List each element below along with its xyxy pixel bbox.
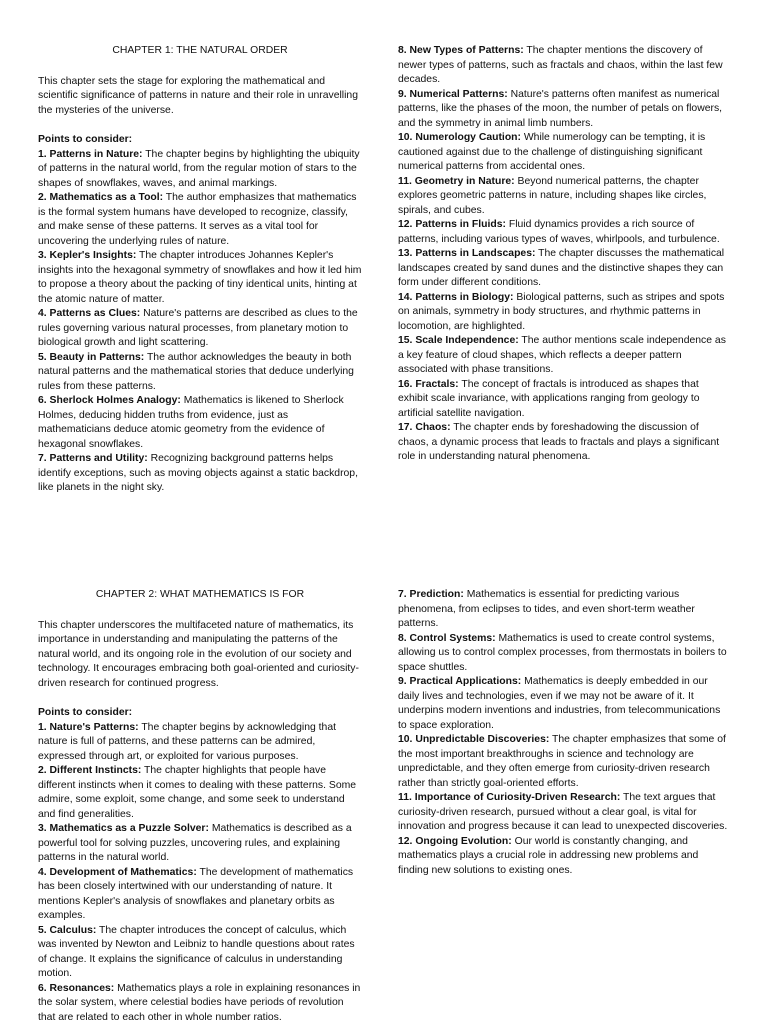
point-text: Beyond numerical patterns, the chapter explores geometric patterns in nature, including shapes like circles, spirals, and cubes. xyxy=(398,176,706,216)
point-item xyxy=(38,191,362,249)
point-label: 6. Sherlock Holmes Analogy: xyxy=(38,395,181,406)
point-item xyxy=(398,632,730,676)
point-label: 8. Control Systems: xyxy=(398,633,496,644)
point-item xyxy=(398,88,730,132)
point-item xyxy=(398,588,730,632)
point-text: The chapter emphasizes that some of the most important breakthroughs in science and technology are unpredictable, and they often emerge from curiosity-driven research rather than strictly goal-oriented efforts. xyxy=(398,734,726,789)
point-text: Mathematics is essential for predicting various phenomena, from eclipses to tides, and even short-term weather patterns. xyxy=(398,589,695,629)
point-label: 5. Beauty in Patterns: xyxy=(38,352,144,363)
point-item xyxy=(398,733,730,791)
point-label: 14. Patterns in Biology: xyxy=(398,292,513,303)
point-label: 9. Practical Applications: xyxy=(398,676,521,687)
point-label: 16. Fractals: xyxy=(398,379,459,390)
point-label: 9. Numerical Patterns: xyxy=(398,89,508,100)
point-item xyxy=(38,764,362,822)
point-item xyxy=(38,822,362,866)
point-label: 7. Prediction: xyxy=(398,589,464,600)
point-label: 11. Geometry in Nature: xyxy=(398,176,515,187)
point-text: The chapter introduces Johannes Kepler's insights into the hexagonal symmetry of snowflakes and how it led him to propose a theory about the packing of tiny identical units, hinting at the atomic nature of matter. xyxy=(38,250,361,305)
point-item xyxy=(38,452,362,496)
point-label: 4. Development of Mathematics: xyxy=(38,867,197,878)
point-item xyxy=(398,334,730,378)
point-text: The chapter begins by acknowledging that nature is full of patterns, and these patterns can be admired, expressed through art, or exploited for various purposes. xyxy=(38,722,336,762)
point-text: The author acknowledges the beauty in both natural patterns and the mathematical stories that deduce underlying rules from these patterns. xyxy=(38,352,354,392)
chapter1-title: CHAPTER 1: THE NATURAL ORDER xyxy=(38,44,362,59)
point-label: 11. Importance of Curiosity-Driven Research: xyxy=(398,792,620,803)
point-label: 3. Kepler's Insights: xyxy=(38,250,136,261)
point-label: 15. Scale Independence: xyxy=(398,335,519,346)
point-text: The text argues that curiosity-driven research, pursued without a clear goal, is vital for innovation and progress because it can lead to unexpected discoveries. xyxy=(398,792,727,832)
point-text: Mathematics is likened to Sherlock Holmes, deducing hidden truths from evidence, just as mathematicians deduce atomic geometry from the evidence of hexagonal snowflakes. xyxy=(38,395,344,450)
point-item xyxy=(398,175,730,219)
point-text: The author emphasizes that mathematics is the formal system humans have developed to recognize, classify, and make sense of these patterns. It serves as a vital tool for uncovering the underlying rules of nature. xyxy=(38,192,356,247)
point-item xyxy=(38,148,362,192)
point-item xyxy=(38,394,362,452)
point-text: Mathematics is used to create control systems, allowing us to control complex processes, from thermostats in boilers to space shuttles. xyxy=(398,633,727,673)
point-label: 6. Resonances: xyxy=(38,983,114,994)
point-item xyxy=(398,675,730,733)
chapter2-intro: This chapter underscores the multifaceted nature of mathematics, its importance in understanding and manipulating the patterns of the natural world, and its ongoing role in the evolution of our society and technology. It encourages embracing both goal-oriented and curiosity-driven research for continued progress. xyxy=(38,619,362,692)
point-item xyxy=(398,44,730,88)
point-text: The development of mathematics has been closely intertwined with our understanding of nature. It mentions Kepler's analysis of snowflakes and planetary orbits as examples. xyxy=(38,867,353,922)
point-label: 1. Nature's Patterns: xyxy=(38,722,139,733)
point-label: 4. Patterns as Clues: xyxy=(38,308,140,319)
point-text: The chapter discusses the mathematical landscapes created by sand dunes and the distinctive shapes they can form under different conditions. xyxy=(398,248,724,288)
point-text: Nature's patterns often manifest as numerical patterns, like the phases of the moon, the number of petals on flowers, and the symmetry in animal limb numbers. xyxy=(398,89,722,129)
point-text: The author mentions scale independence as a key feature of cloud shapes, which reflects a deeper pattern associated with phase transitions. xyxy=(398,335,726,375)
point-item xyxy=(398,791,730,835)
point-item xyxy=(38,866,362,924)
point-label: 7. Patterns and Utility: xyxy=(38,453,148,464)
point-text: Fluid dynamics provides a rich source of patterns, including various types of waves, whirlpools, and turbulence. xyxy=(398,219,720,245)
point-text: The chapter introduces the concept of calculus, which was invented by Newton and Leibniz to handle questions about rates of change. It explains the significance of calculus in understanding motion. xyxy=(38,925,355,980)
chapter2-points-list-left xyxy=(38,721,362,1025)
chapter1-intro: This chapter sets the stage for exploring the mathematical and scientific significance of patterns in nature and their role in unravelling the mysteries of the universe. xyxy=(38,75,362,119)
point-item xyxy=(398,247,730,291)
chapter2-title: CHAPTER 2: WHAT MATHEMATICS IS FOR xyxy=(38,588,362,603)
point-label: 1. Patterns in Nature: xyxy=(38,149,143,160)
point-label: 8. New Types of Patterns: xyxy=(398,45,524,56)
point-label: 3. Mathematics as a Puzzle Solver: xyxy=(38,823,209,834)
point-text: Biological patterns, such as stripes and spots on animals, symmetry in body structures, and rhythmic patterns in locomotion, are highlighted. xyxy=(398,292,724,332)
chapter1-right-column xyxy=(398,44,730,465)
point-text: Mathematics is described as a powerful tool for solving puzzles, uncovering rules, and explaining patterns in the natural world. xyxy=(38,823,352,863)
point-label: 12. Ongoing Evolution: xyxy=(398,836,512,847)
chapter1-points-list-left xyxy=(38,148,362,496)
point-item xyxy=(398,291,730,335)
point-text: Mathematics is deeply embedded in our daily lives and technologies, even if we may not be aware of it. It underpins modern inventions and industries, from telecommunications to space exploration. xyxy=(398,676,720,731)
point-text: While numerology can be tempting, it is cautioned against due to the challenge of distinguishing significant numerical patterns from accidental ones. xyxy=(398,132,705,172)
point-label: 5. Calculus: xyxy=(38,925,96,936)
point-item xyxy=(398,378,730,422)
point-text: The chapter ends by foreshadowing the discussion of chaos, a dynamic process that leads to fractals and plays a significant role in understanding natural phenomena. xyxy=(398,422,719,462)
point-label: 13. Patterns in Landscapes: xyxy=(398,248,535,259)
point-text: Our world is constantly changing, and mathematics plays a crucial role in addressing new problems and finding new solutions to existing ones. xyxy=(398,836,698,876)
point-item xyxy=(398,131,730,175)
point-item xyxy=(398,218,730,247)
point-text: The chapter mentions the discovery of newer types of patterns, such as fractals and chaos, within the last few decades. xyxy=(398,45,723,85)
point-label: 2. Different Instincts: xyxy=(38,765,141,776)
point-label: 17. Chaos: xyxy=(398,422,451,433)
point-label: 10. Unpredictable Discoveries: xyxy=(398,734,549,745)
chapter2-points-heading: Points to consider: xyxy=(38,706,362,721)
point-item xyxy=(38,307,362,351)
point-item xyxy=(398,835,730,879)
point-text: Mathematics plays a role in explaining resonances in the solar system, where celestial bodies have periods of revolution that are related to each other in whole number ratios. xyxy=(38,983,360,1023)
point-text: The concept of fractals is introduced as shapes that exhibit scale invariance, with applications ranging from geology to artificial satellite navigation. xyxy=(398,379,700,419)
point-item xyxy=(38,721,362,765)
point-label: 10. Numerology Caution: xyxy=(398,132,521,143)
chapter2-right-column xyxy=(398,588,730,878)
point-text: Recognizing background patterns helps identify exceptions, such as moving objects against a static backdrop, like planets in the night sky. xyxy=(38,453,358,493)
point-item xyxy=(38,982,362,1025)
chapter1-points-heading: Points to consider: xyxy=(38,133,362,148)
point-text: The chapter highlights that people have different instincts when it comes to dealing with these patterns. Some admire, some exploit, some change, and some seek to understand and find generalities. xyxy=(38,765,356,820)
chapter2-left-column xyxy=(38,588,362,1025)
point-item xyxy=(38,351,362,395)
point-label: 2. Mathematics as a Tool: xyxy=(38,192,163,203)
point-text: The chapter begins by highlighting the ubiquity of patterns in the natural world, from the regular motion of stars to the shapes of snowflakes, waves, and animal markings. xyxy=(38,149,360,189)
point-item xyxy=(398,421,730,465)
point-item xyxy=(38,249,362,307)
point-label: 12. Patterns in Fluids: xyxy=(398,219,506,230)
point-text: Nature's patterns are described as clues to the rules governing various natural processes, from planetary motion to biological growth and light scattering. xyxy=(38,308,358,348)
chapter1-left-column xyxy=(38,44,362,496)
point-item xyxy=(38,924,362,982)
